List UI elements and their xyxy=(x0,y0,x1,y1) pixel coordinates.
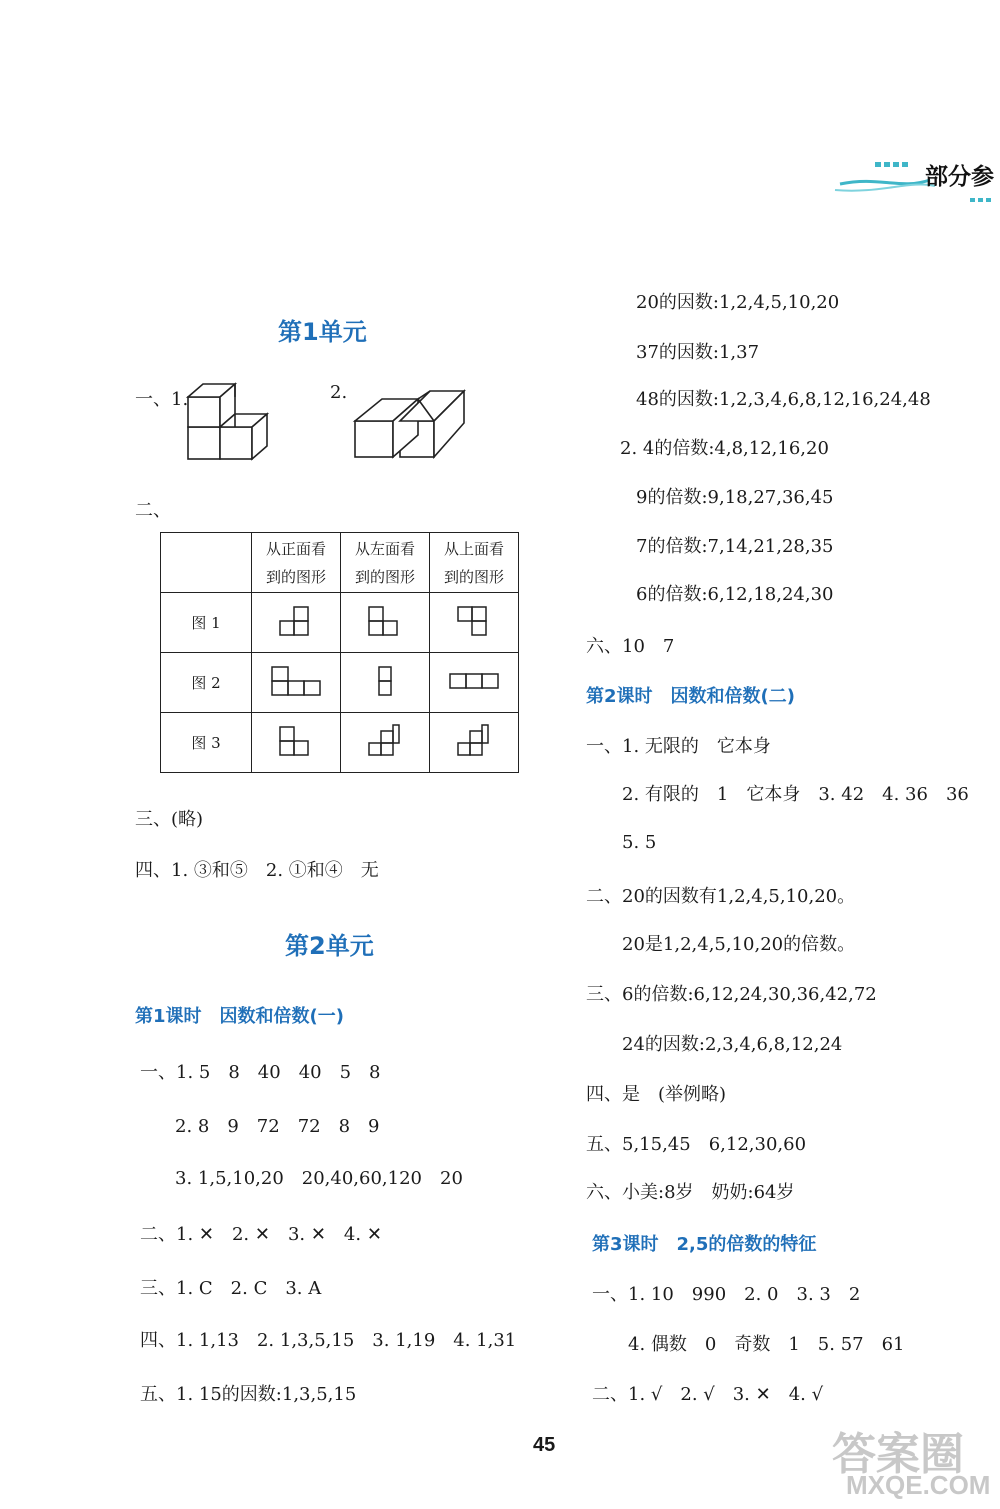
lesson2-line-5: 20是1,2,4,5,10,20的倍数。 xyxy=(622,934,856,955)
right-line-3: 48的因数:1,2,3,4,6,8,12,16,24,48 xyxy=(636,389,931,410)
lesson2-line-9: 五、5,15,45 6,12,30,60 xyxy=(586,1134,807,1155)
lesson3-line-3: 二、1. √ 2. √ 3. ✕ 4. √ xyxy=(592,1384,824,1405)
right-line-1: 20的因数:1,2,4,5,10,20 xyxy=(636,292,840,313)
fig1-left-view xyxy=(341,593,430,653)
watermark-logo: 答案圈 xyxy=(832,1430,964,1479)
header-title: 部分参 xyxy=(925,164,994,190)
fig3-left-view xyxy=(341,713,430,773)
header-top: 从上面看 到的图形 xyxy=(430,533,519,593)
watermark-url: MXQE.COM xyxy=(846,1470,991,1500)
lesson2-line-2: 2. 有限的 1 它本身 3. 42 4. 36 36 xyxy=(622,784,969,805)
cube-figure-2 xyxy=(352,385,472,465)
lesson1-line-4: 二、1. ✕ 2. ✕ 3. ✕ 4. ✕ xyxy=(140,1224,382,1245)
lesson3-title: 第3课时 2,5的倍数的特征 xyxy=(592,1234,817,1255)
lesson2-line-7: 24的因数:2,3,4,6,8,12,24 xyxy=(622,1034,843,1055)
lesson2-line-6: 三、6的倍数:6,12,24,30,36,42,72 xyxy=(586,984,877,1005)
unit2-title: 第2单元 xyxy=(285,932,374,960)
right-line-2: 37的因数:1,37 xyxy=(636,342,760,363)
unit1-q2-label: 二、 xyxy=(135,500,171,521)
right-line-5: 9的倍数:9,18,27,36,45 xyxy=(636,487,834,508)
lesson3-line-1: 一、1. 10 990 2. 0 3. 3 2 xyxy=(592,1284,861,1305)
fig2-front-view xyxy=(252,653,341,713)
fig2-top-view xyxy=(430,653,519,713)
row-label-3: 图 3 xyxy=(161,713,252,773)
fig3-front-view xyxy=(252,713,341,773)
fig3-top-view xyxy=(430,713,519,773)
lesson2-line-8: 四、是 (举例略) xyxy=(586,1084,727,1105)
lesson2-line-3: 5. 5 xyxy=(622,832,657,853)
right-line-8: 六、10 7 xyxy=(586,636,675,657)
unit1-q3: 三、(略) xyxy=(135,809,204,830)
fig1-top-view xyxy=(430,593,519,653)
cube-figure-1 xyxy=(185,382,295,462)
lesson2-line-4: 二、20的因数有1,2,4,5,10,20。 xyxy=(586,886,856,907)
right-line-6: 7的倍数:7,14,21,28,35 xyxy=(636,536,834,557)
lesson1-line-1: 一、1. 5 8 40 40 5 8 xyxy=(140,1062,381,1083)
lesson1-line-2: 2. 8 9 72 72 8 9 xyxy=(175,1116,380,1137)
unit1-q1-label2: 2. xyxy=(330,382,348,403)
unit1-q1-label: 一、1. xyxy=(135,389,189,410)
row-label-1: 图 1 xyxy=(161,593,252,653)
lesson2-line-1: 一、1. 无限的 它本身 xyxy=(586,736,771,757)
fig2-left-view xyxy=(341,653,430,713)
lesson1-title: 第1课时 因数和倍数(一) xyxy=(135,1006,344,1027)
table-corner xyxy=(161,533,252,593)
lesson3-line-2: 4. 偶数 0 奇数 1 5. 57 61 xyxy=(628,1334,905,1355)
lesson1-line-5: 三、1. C 2. C 3. A xyxy=(140,1278,322,1299)
lesson2-title: 第2课时 因数和倍数(二) xyxy=(586,686,795,707)
lesson1-line-7: 五、1. 15的因数:1,3,5,15 xyxy=(140,1384,357,1405)
unit1-title: 第1单元 xyxy=(278,318,367,346)
row-label-2: 图 2 xyxy=(161,653,252,713)
header-front: 从正面看 到的图形 xyxy=(252,533,341,593)
lesson1-line-3: 3. 1,5,10,20 20,40,60,120 20 xyxy=(175,1168,463,1189)
page-number: 45 xyxy=(533,1434,556,1456)
fig1-front-view xyxy=(252,593,341,653)
header-left: 从左面看 到的图形 xyxy=(341,533,430,593)
right-line-4: 2. 4的倍数:4,8,12,16,20 xyxy=(620,438,829,459)
right-line-7: 6的倍数:6,12,18,24,30 xyxy=(636,584,834,605)
views-table xyxy=(160,532,519,773)
unit1-q4: 四、1. ③和⑤ 2. ①和④ 无 xyxy=(135,860,379,881)
lesson1-line-6: 四、1. 1,13 2. 1,3,5,15 3. 1,19 4. 1,31 xyxy=(140,1330,517,1351)
lesson2-line-10: 六、小美:8岁 奶奶:64岁 xyxy=(586,1182,795,1203)
